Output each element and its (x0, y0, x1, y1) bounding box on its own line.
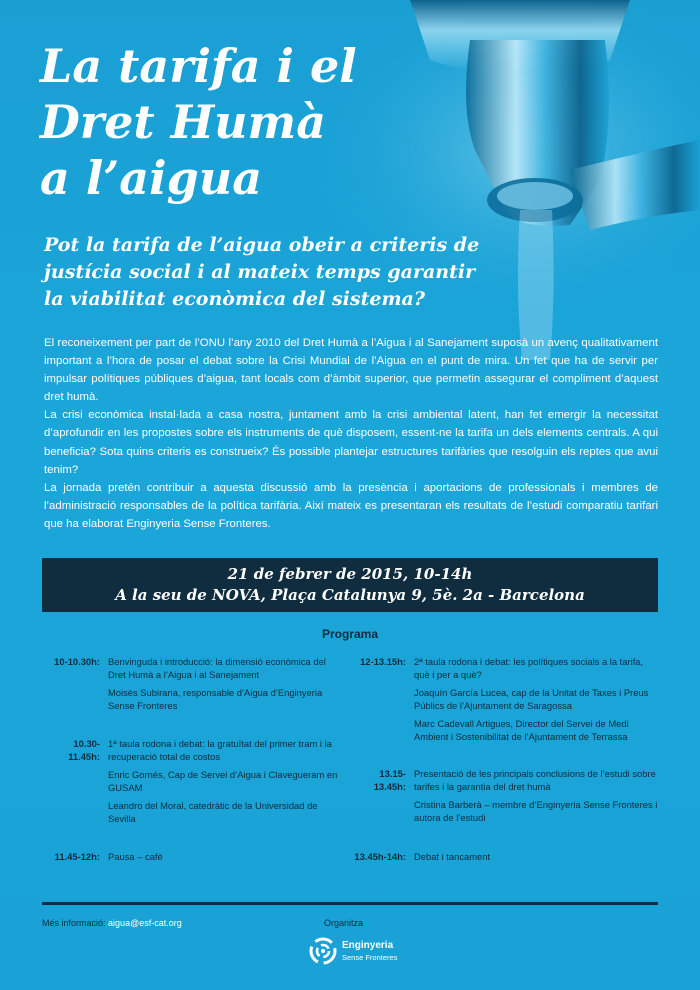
esf-logo-subname: Sense Fronteres (342, 953, 398, 962)
poster-title: La tarifa i el Dret Humà a l’aigua (40, 39, 357, 205)
esf-logo-name: Enginyeria (342, 940, 394, 951)
footer-divider (42, 902, 658, 905)
slot-title: 1ª taula rodona i debat: la gratuïtat del primer tram i la recuperació total de costos (108, 738, 332, 762)
slot-speaker: Moisès Subirana, responsable d’Aigua d’Enginyeria Sense Fronteres (108, 687, 323, 711)
slot-title: Pausa – cafè (108, 851, 163, 862)
event-details-banner (42, 558, 658, 612)
slot-time: 11.45-12h: (54, 851, 100, 862)
slot-time: 12-13.15h: (360, 656, 406, 667)
intro-text (44, 334, 658, 533)
slot-time: 10-10.30h: (54, 656, 100, 667)
slot-speaker: Marc Cadevall Artigues, Director del Servei de Medi Ambient i Sostenibilitat de l’Ajuntament de Terrassa (414, 718, 629, 742)
event-date: 21 de febrer de 2015, 10-14h (227, 565, 473, 583)
intro-paragraph: La jornada pretén contribuir a aquesta discussió amb la presència i aportacions de professionals i membres de l’administració responsables de la política tarifària. Així mateix es presentaran els resultats de l’estudi comparatiu tarifari que ha elaborat Enginyeria Sense Fronteres. (44, 481, 658, 530)
intro-paragraph: El reconeixement per part de l’ONU l’any 2010 del Dret Humà a l’Aigua i al Sanejament suposà un avenç qualitativament important a l’hora de posar el debat sobre la Crisi Mundial de l’Aigua en el punt de mira. Un fet que ha de servir per impulsar polítiques públiques d’aigua, tant locals com d’àmbit superior, que permetin assegurar el compliment d’aquest dret humà. (44, 337, 658, 404)
contact-email-link[interactable]: aigua@esf-cat.org (108, 918, 182, 928)
esf-logo (308, 936, 428, 968)
slot-time: 10.30-11.45h: (68, 738, 100, 762)
more-info-label: Més informació: (42, 918, 106, 928)
poster-subtitle: Pot la tarifa de l’aigua obeir a criteris de justícia social i al mateix temps garantir la viabilitat econòmica del sistema? (44, 234, 480, 310)
slot-title: Benvinguda i introducció: la dimensió econòmica del Dret Humà a l’Aigua i al Sanejament (108, 656, 326, 680)
intro-paragraph: La crisi econòmica instal·lada a casa nostra, juntament amb la crisi ambiental latent, han fet emergir la necessitat d’aprofundir en les propostes sobre els instruments de què disposem, essent-ne la tarifa un dels elements centrals. A qui beneficia? Sota quins criteris es construeix? És possible plantejar estructures tarifàries que resolguin els reptes que avui tenim? (44, 409, 658, 476)
slot-title: Presentació de les principals conclusions de l’estudi sobre tarifes i la garantia del dret humà (414, 768, 656, 792)
programa-heading: Programa (321, 627, 379, 641)
slot-speaker: Leandro del Moral, catedràtic de la Universidad de Sevilla (108, 800, 318, 824)
slot-time: 13.45h-14h: (354, 851, 406, 862)
slot-speaker: Joaquín García Lucea, cap de la Unitat de Taxes i Preus Públics de l’Ajuntament de Saragossa (414, 687, 649, 711)
slot-speaker: Cristina Barberà – membre d’Enginyeria Sense Fronteres i autora de l’estudi (414, 799, 658, 823)
organitza-label: Organitza (324, 918, 364, 928)
slot-speaker: Enric Gornés, Cap de Servei d’Aigua i Clavegueram en GUSAM (108, 769, 338, 793)
event-venue: A la seu de NOVA, Plaça Catalunya 9, 5è. 2a - Barcelona (115, 586, 585, 604)
slot-title: Debat i tancament (414, 851, 491, 862)
more-info (42, 918, 182, 928)
esf-logo-icon (308, 936, 338, 966)
slot-time: 13.15-13.45h: (373, 768, 406, 792)
slot-title: 2ª taula rodona i debat: les polítiques socials a la tarifa, què i per a què? (414, 656, 644, 680)
